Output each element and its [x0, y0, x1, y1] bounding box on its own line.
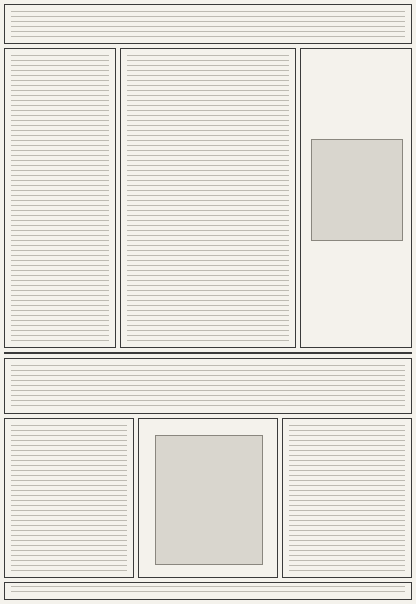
footer-band: [4, 582, 412, 600]
right-column: [300, 48, 412, 348]
portrait-image: [311, 139, 403, 241]
lower-left-column: [4, 418, 134, 578]
lower-right-column: [282, 418, 412, 578]
lower-heading-band: [4, 358, 412, 414]
section-divider: [4, 352, 412, 354]
masthead-region: [4, 4, 412, 44]
center-column: [120, 48, 296, 348]
lower-center-column: [138, 418, 278, 578]
illustration-image: [155, 435, 263, 565]
left-column: [4, 48, 116, 348]
